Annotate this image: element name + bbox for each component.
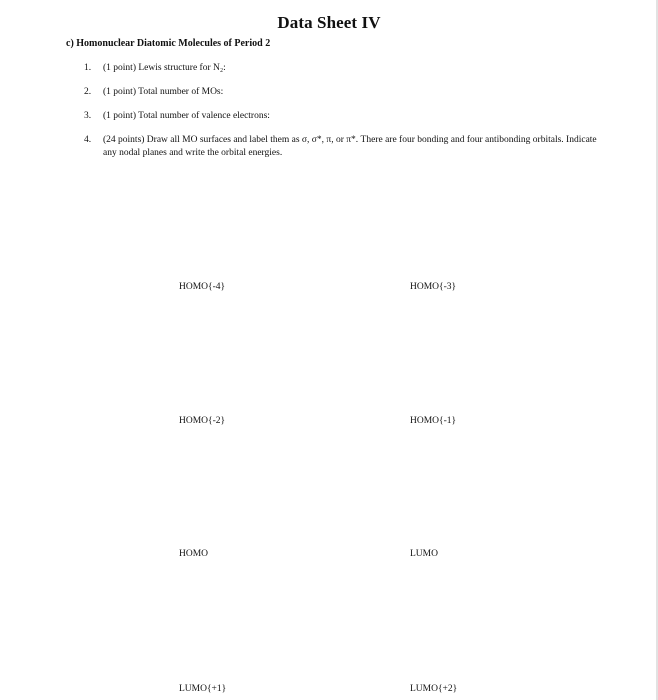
orbital-label-lumo: LUMO bbox=[410, 549, 438, 559]
section-heading: c) Homonuclear Diatomic Molecules of Period 2 bbox=[66, 38, 271, 49]
question-text: (1 point) Total number of MOs: bbox=[103, 87, 224, 97]
orbital-label-lumo-plus-2: LUMO{+2} bbox=[410, 684, 458, 694]
orbital-label-homo-minus-3: HOMO{-3} bbox=[410, 282, 457, 292]
orbital-label-homo-minus-2: HOMO{-2} bbox=[179, 416, 226, 426]
question-number: 2. bbox=[84, 87, 92, 97]
question-text: (1 point) Lewis structure for N₂: bbox=[103, 63, 226, 73]
orbital-label-homo-minus-4: HOMO{-4} bbox=[179, 282, 226, 292]
question-number: 3. bbox=[84, 111, 92, 121]
orbital-label-homo: HOMO bbox=[179, 549, 209, 559]
question-number: 1. bbox=[84, 63, 92, 73]
question-text: (24 points) Draw all MO surfaces and label them as σ, σ*, π, or π*. There are four bonding and four antibonding orbitals. Indicate any nodal planes and write the orbital energies. bbox=[103, 135, 597, 158]
orbital-label-lumo-plus-1: LUMO{+1} bbox=[179, 684, 227, 694]
question-number: 4. bbox=[84, 135, 92, 145]
orbital-label-homo-minus-1: HOMO{-1} bbox=[410, 416, 457, 426]
page-title: Data Sheet IV bbox=[277, 13, 381, 32]
question-text: (1 point) Total number of valence electrons: bbox=[103, 111, 270, 121]
